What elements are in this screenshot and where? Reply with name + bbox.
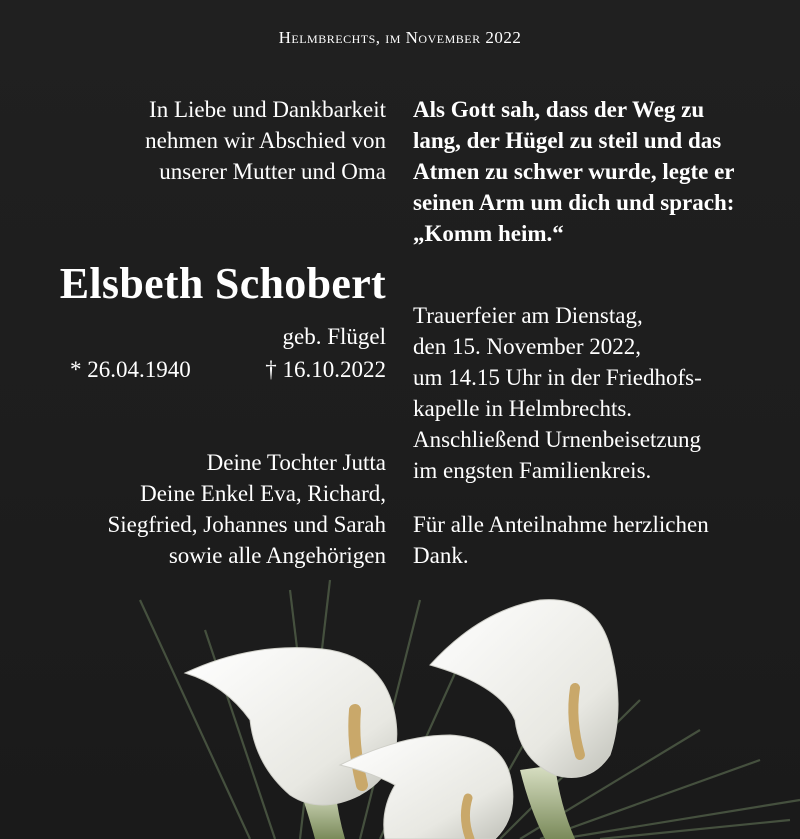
funeral-service-info bbox=[413, 300, 793, 486]
quote-line: „Komm heim.“ bbox=[413, 221, 564, 246]
service-line: Trauerfeier am Dienstag, bbox=[413, 303, 643, 328]
service-line: im engsten Familienkreis. bbox=[413, 458, 652, 483]
quote-line: seinen Arm um dich und sprach: bbox=[413, 190, 735, 215]
intro-text bbox=[20, 94, 386, 187]
intro-line: In Liebe und Dankbarkeit bbox=[149, 97, 386, 122]
service-line: Anschließend Urnenbeisetzung bbox=[413, 427, 702, 452]
calla-lilies-image bbox=[0, 560, 800, 839]
quote-line: Als Gott sah, dass der Weg zu bbox=[413, 97, 705, 122]
thanks-line: Für alle Anteilnahme herzlichen bbox=[413, 512, 709, 537]
deceased-name: Elsbeth Schobert bbox=[59, 259, 386, 308]
family-line: Deine Enkel Eva, Richard, bbox=[140, 481, 386, 506]
memorial-quote bbox=[413, 94, 793, 249]
family-line: sowie alle Angehörigen bbox=[168, 543, 386, 568]
birth-date: * 26.04.1940 bbox=[70, 357, 191, 382]
service-line: den 15. November 2022, bbox=[413, 334, 642, 359]
intro-line: nehmen wir Abschied von bbox=[145, 128, 386, 153]
service-line: kapelle in Helmbrechts. bbox=[413, 396, 633, 421]
life-dates bbox=[70, 354, 386, 385]
death-date: † 16.10.2022 bbox=[265, 357, 386, 382]
maiden-name: geb. Flügel bbox=[282, 324, 386, 349]
place-date-header: Helmbrechts, im November 2022 bbox=[278, 28, 522, 47]
intro-line: unserer Mutter und Oma bbox=[159, 159, 386, 184]
lily-spadix bbox=[465, 798, 470, 839]
family-line: Siegfried, Johannes und Sarah bbox=[107, 512, 386, 537]
thanks-line: Dank. bbox=[413, 543, 469, 568]
quote-line: lang, der Hügel zu steil und das bbox=[413, 128, 722, 153]
family-line: Deine Tochter Jutta bbox=[206, 450, 386, 475]
family-signature bbox=[20, 447, 386, 571]
quote-line: Atmen zu schwer wurde, legte er bbox=[413, 159, 735, 184]
service-line: um 14.15 Uhr in der Friedhofs- bbox=[413, 365, 702, 390]
